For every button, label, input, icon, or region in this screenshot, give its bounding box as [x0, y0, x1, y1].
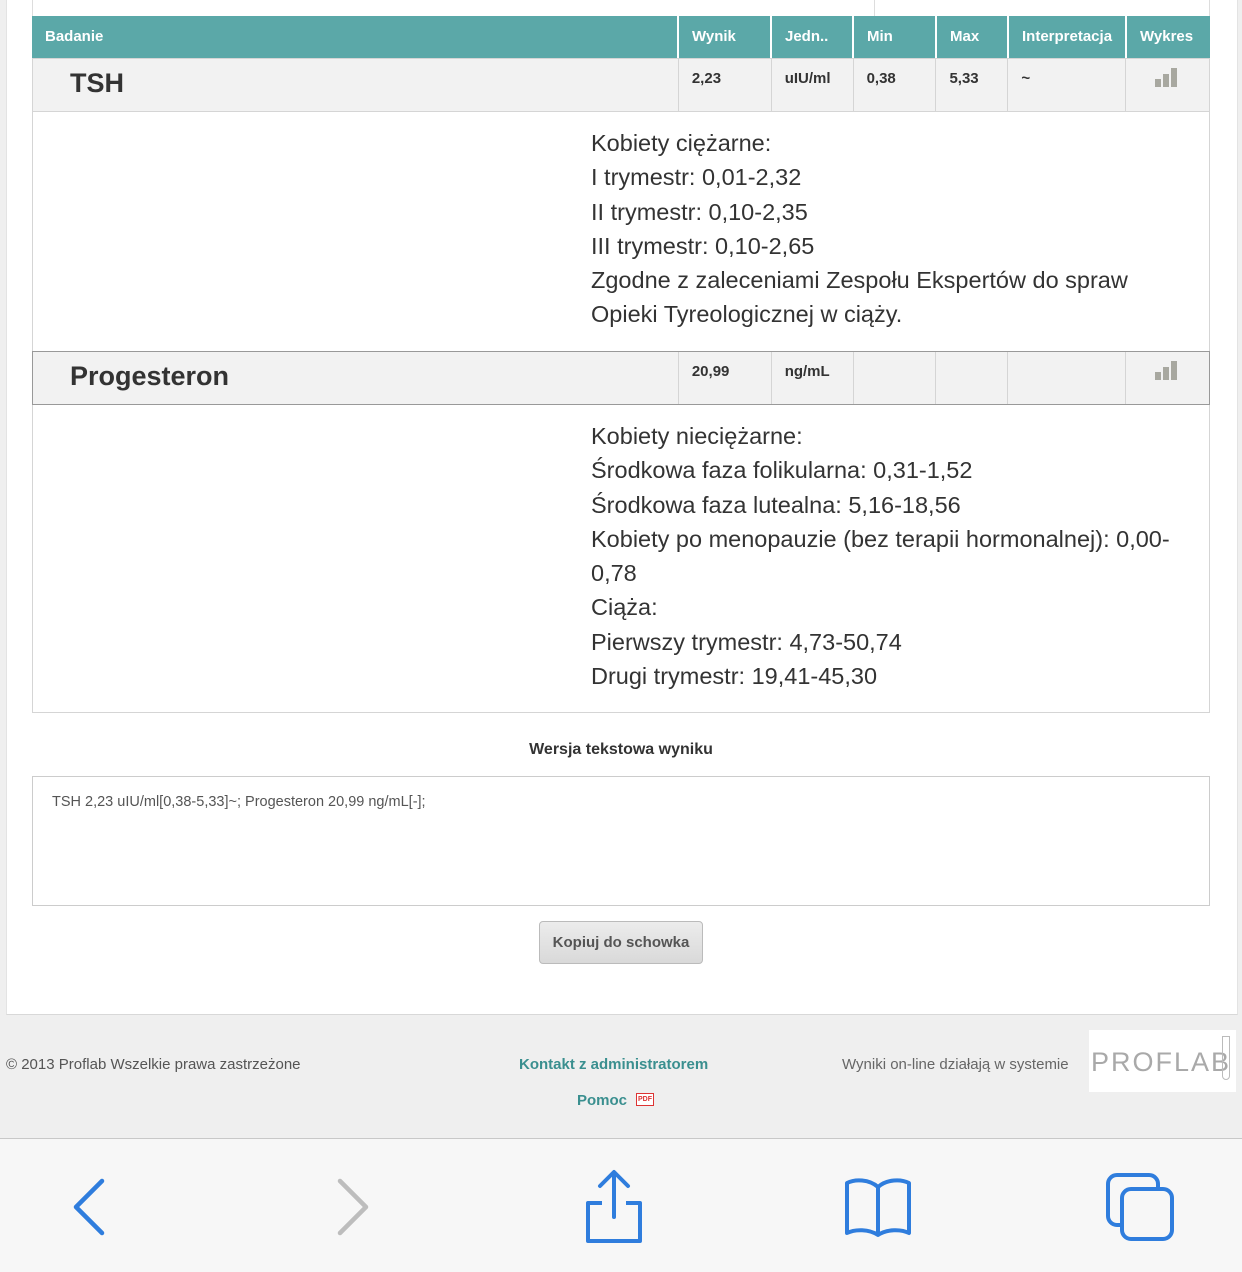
note-line: Kobiety po menopauzie (bez terapii hormonalnej): 0,00- [591, 525, 1170, 552]
contact-admin-link[interactable]: Kontakt z administratorem [519, 1056, 709, 1073]
logo-text: PROFLAB [1091, 1047, 1232, 1077]
share-button[interactable] [572, 1165, 656, 1249]
system-text: Wyniki on-line działają w systemie [842, 1056, 1069, 1073]
header-wykres: Wykres [1140, 28, 1194, 45]
test-min [854, 352, 937, 404]
note-line: II trymestr: 0,10-2,35 [591, 198, 808, 225]
copy-to-clipboard-button[interactable]: Kopiuj do schowka [539, 921, 703, 964]
table-row [32, 58, 1210, 112]
bookmarks-button[interactable] [836, 1165, 920, 1249]
tabs-button[interactable] [1098, 1165, 1182, 1249]
proflab-logo [1089, 1030, 1236, 1092]
reference-note [32, 112, 1210, 351]
reference-note-text [591, 126, 1191, 332]
note-line: Środkowa faza lutealna: 5,16-18,56 [591, 491, 961, 518]
note-line: Opieki Tyreologicznej w ciąży. [591, 301, 903, 328]
note-line: Kobiety ciężarne: [591, 130, 772, 156]
back-button[interactable] [48, 1165, 132, 1249]
note-line: Pierwszy trymestr: 4,73-50,74 [591, 628, 902, 655]
test-interpretation [1008, 352, 1126, 404]
share-icon [582, 1169, 646, 1245]
previous-row-fragment [32, 0, 1210, 16]
header-min: Min [854, 16, 937, 58]
header-max: Max [937, 16, 1009, 58]
test-unit: uIU/ml [772, 59, 854, 111]
test-max: 5,33 [936, 59, 1008, 111]
test-result: 20,99 [679, 352, 772, 404]
test-unit: ng/mL [772, 352, 854, 404]
note-line: Drugi trymestr: 19,41-45,30 [591, 663, 878, 690]
chart-cell [1126, 352, 1209, 404]
note-line: Ciąża: [591, 594, 658, 621]
test-max [936, 352, 1008, 404]
browser-toolbar [0, 1138, 1242, 1272]
note-line: III trymestr: 0,10-2,65 [591, 232, 815, 259]
forward-icon [332, 1177, 372, 1237]
table-header [32, 16, 1210, 58]
note-line: Kobiety nieciężarne: [591, 423, 803, 449]
test-interpretation: ~ [1008, 59, 1126, 111]
note-line: Środkowa faza folikularna: 0,31-1,52 [591, 457, 973, 484]
test-tube-icon [1222, 1036, 1230, 1080]
note-line: 0,78 [591, 560, 637, 587]
text-version-title: Wersja tekstowa wyniku [529, 741, 713, 758]
table-row [32, 351, 1210, 405]
bar-chart-icon[interactable] [1155, 361, 1177, 380]
text-version-textarea[interactable]: TSH 2,23 uIU/ml[0,38-5,33]~; Progesteron 20,99 ng/mL[-]; [32, 776, 1210, 906]
test-name: Progesteron [33, 352, 679, 404]
copyright-text: © 2013 Proflab Wszelkie prawa zastrzeżone [6, 1056, 301, 1073]
pdf-icon[interactable]: PDF [636, 1093, 654, 1106]
chart-cell [1126, 59, 1209, 111]
tabs-icon [1104, 1171, 1176, 1243]
test-result: 2,23 [679, 59, 772, 111]
reference-note-text [591, 419, 1191, 693]
bookmarks-icon [843, 1175, 913, 1239]
test-min: 0,38 [854, 59, 937, 111]
forward-button[interactable] [310, 1165, 394, 1249]
note-line: I trymestr: 0,01-2,32 [591, 164, 802, 191]
help-link[interactable]: Pomoc [577, 1092, 628, 1109]
header-interpretacja: Interpretacja [1009, 16, 1127, 58]
header-jedn: Jedn.. [772, 16, 854, 58]
back-icon [70, 1177, 110, 1237]
test-name: TSH [33, 59, 679, 111]
note-line: Zgodne z zaleceniami Zespołu Ekspertów do spraw [591, 267, 1128, 294]
header-wynik: Wynik [679, 16, 772, 58]
header-badanie: Badanie [32, 16, 679, 58]
reference-note [32, 405, 1210, 713]
bar-chart-icon[interactable] [1155, 68, 1177, 87]
